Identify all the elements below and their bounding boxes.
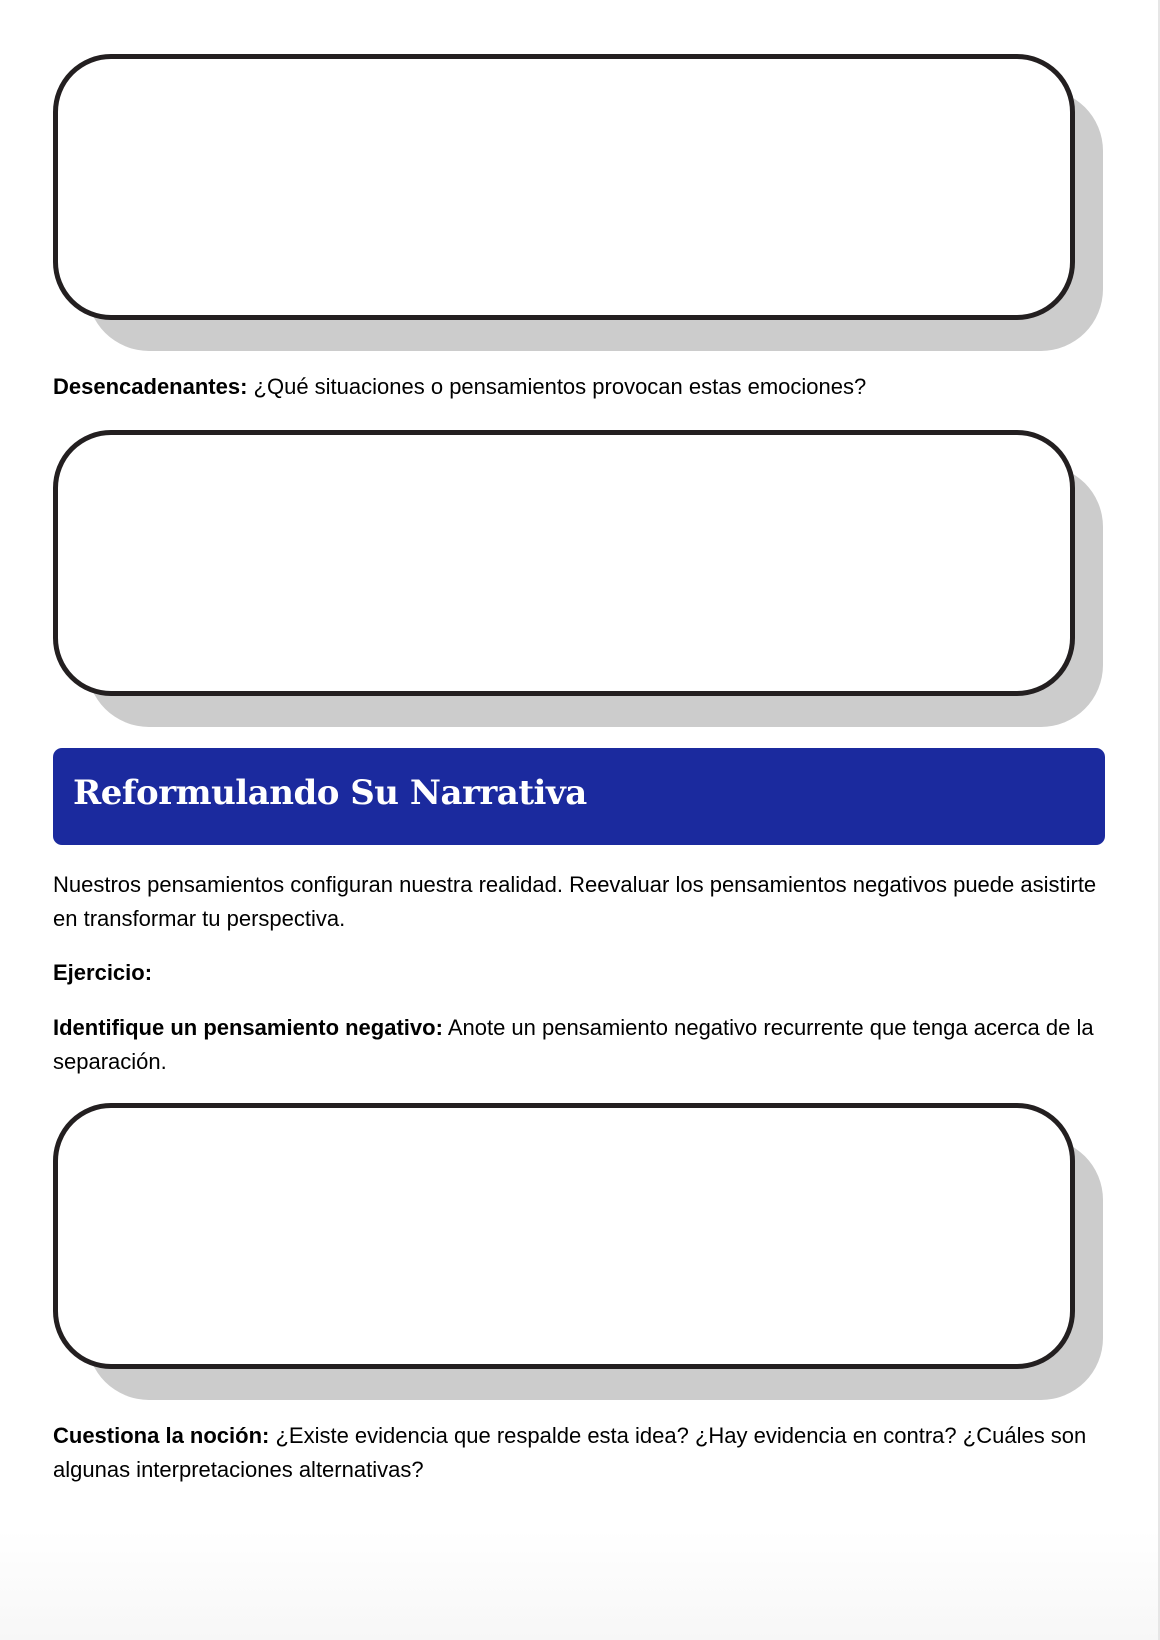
challenge-notion-label: Cuestiona la noción:: [53, 1423, 270, 1448]
triggers-prompt-label: Desencadenantes:: [53, 374, 248, 399]
answer-box-negative-thought: [53, 1103, 1105, 1400]
answer-box-triggers: [53, 430, 1105, 727]
answer-box-field[interactable]: [53, 54, 1075, 320]
exercise-heading: Ejercicio:: [53, 960, 153, 985]
section-intro: Nuestros pensamientos configuran nuestra realidad. Reevaluar los pensamientos negativos puede asistirte en transformar tu perspectiva.: [53, 872, 1097, 931]
identify-thought-text: Anote un pensamiento negativo recurrente que tenga acerca de la separación.: [53, 1015, 1094, 1074]
answer-box-emotions: [53, 54, 1105, 351]
triggers-prompt: [53, 370, 1113, 404]
identify-thought-prompt: [53, 1011, 1113, 1079]
section-banner: [53, 748, 1105, 845]
identify-thought-label: Identifique un pensamiento negativo:: [53, 1015, 443, 1040]
answer-box-field[interactable]: [53, 430, 1075, 696]
page-bottom-fade: [0, 1530, 1160, 1640]
triggers-prompt-text: ¿Qué situaciones o pensamientos provocan estas emociones?: [247, 374, 867, 399]
section-title: Reformulando Su Narrativa: [73, 773, 587, 813]
challenge-notion-prompt: [53, 1419, 1113, 1487]
answer-box-field[interactable]: [53, 1103, 1075, 1369]
challenge-notion-text: ¿Existe evidencia que respalde esta idea? ¿Hay evidencia en contra? ¿Cuáles son algunas interpretaciones alternativas?: [53, 1423, 1087, 1482]
